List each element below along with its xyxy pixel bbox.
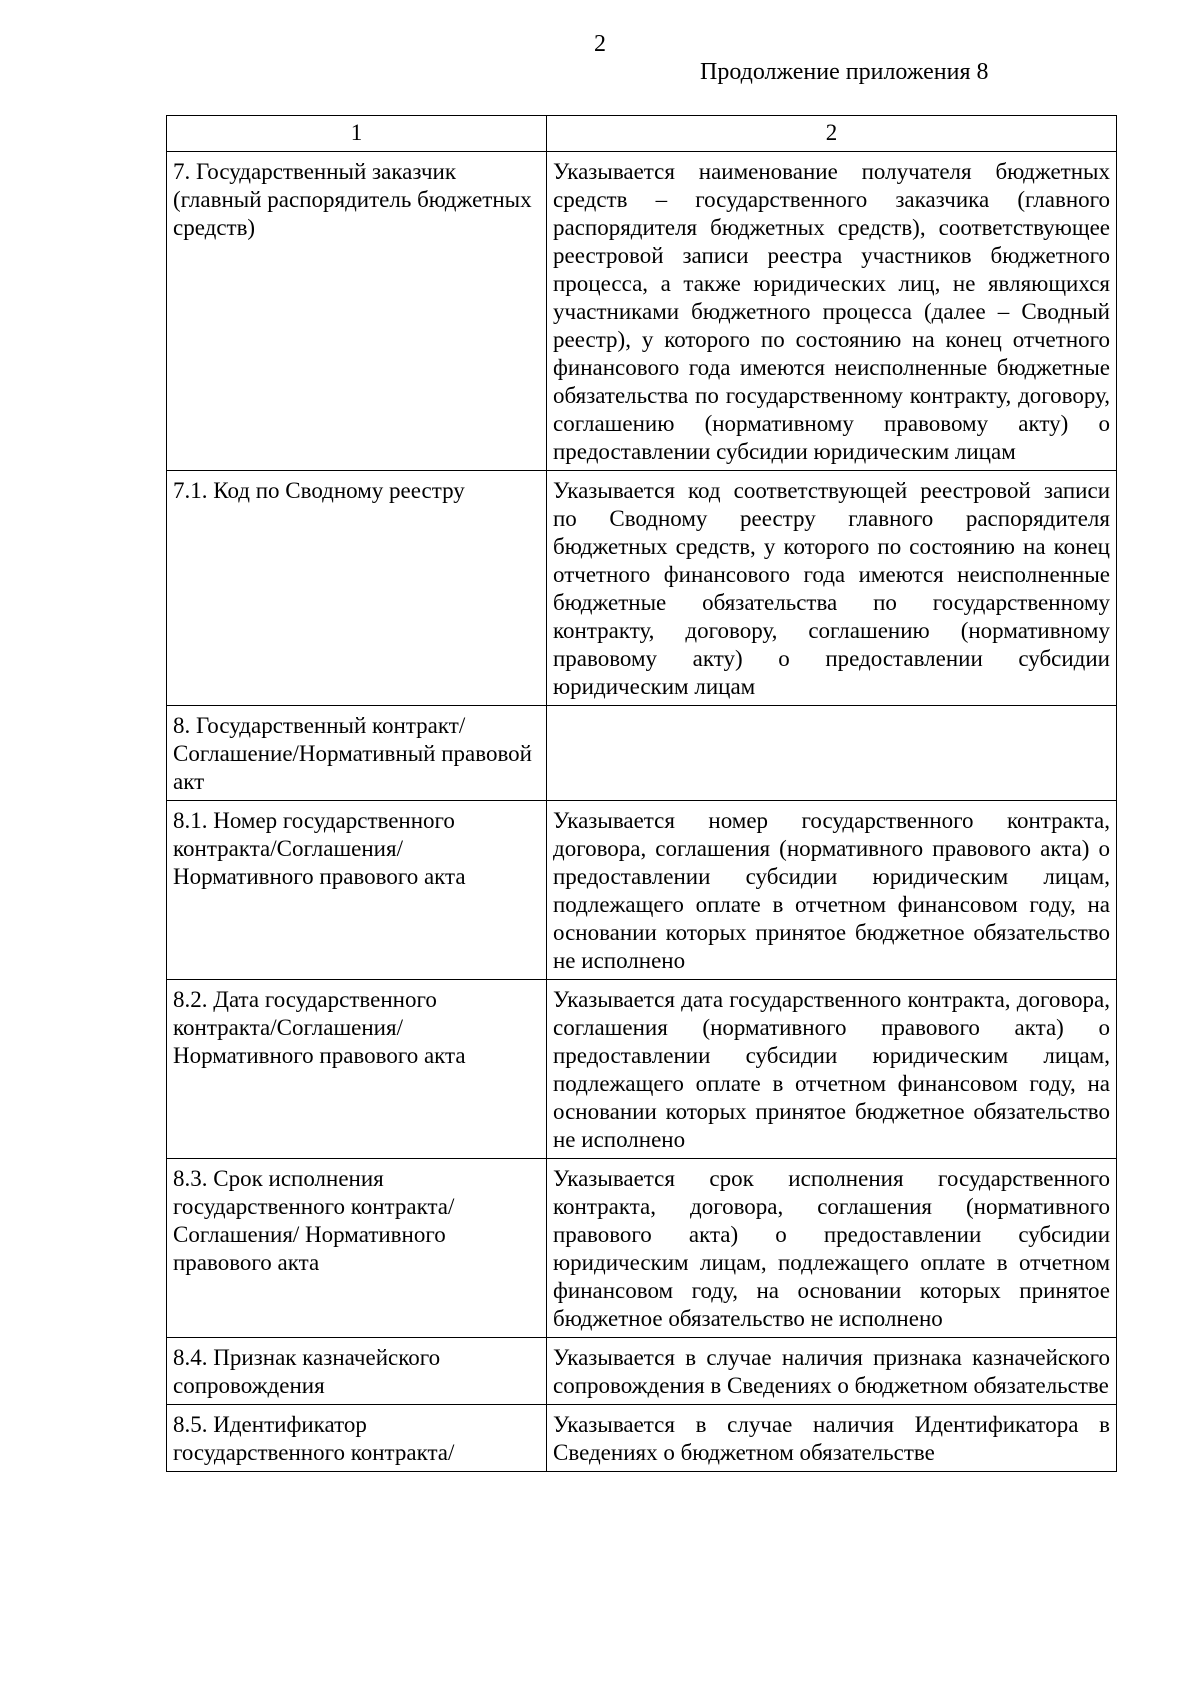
page-number: 2 bbox=[594, 31, 606, 57]
table-row bbox=[167, 706, 1117, 801]
field-name-cell: 8.4. Признак казначейского сопровождения bbox=[167, 1338, 547, 1405]
field-name-cell: 7.1. Код по Сводному реестру bbox=[167, 471, 547, 706]
column-header-2: 2 bbox=[547, 116, 1117, 152]
column-header-1: 1 bbox=[167, 116, 547, 152]
table-row bbox=[167, 980, 1117, 1159]
field-description-cell: Указывается в случае наличия Идентификатора в Сведениях о бюджетном обязательстве bbox=[547, 1405, 1117, 1472]
field-description-cell: Указывается номер государственного контракта, договора, соглашения (нормативного правового акта) о предоставлении субсидии юридическим лицам, подлежащего оплате в отчетном финансовом году, на основании которых принятое бюджетное обязательство не исполнено bbox=[547, 801, 1117, 980]
table-row bbox=[167, 1405, 1117, 1472]
field-name-cell: 8.1. Номер государственного контракта/Соглашения/ Нормативного правового акта bbox=[167, 801, 547, 980]
field-description-cell: Указывается дата государственного контракта, договора, соглашения (нормативного правового акта) о предоставлении субсидии юридическим лицам, подлежащего оплате в отчетном финансовом году, на основании которых принятое бюджетное обязательство не исполнено bbox=[547, 980, 1117, 1159]
continuation-title: Продолжение приложения 8 bbox=[700, 59, 989, 85]
table-row bbox=[167, 1338, 1117, 1405]
field-description-cell: Указывается наименование получателя бюджетных средств – государственного заказчика (главного распорядителя бюджетных средств), соответствующее реестровой записи реестра участников бюджетного процесса, а также юридических лиц, не являющихся участниками бюджетного процесса (далее – Сводный реестр), у которого по состоянию на конец отчетного финансового года имеются неисполненные бюджетные обязательства по государственному контракту, договору, соглашению (нормативному правовому акту) о предоставлении субсидии юридическим лицам bbox=[547, 152, 1117, 471]
fields-table bbox=[166, 115, 1117, 1472]
table-row bbox=[167, 471, 1117, 706]
field-description-cell: Указывается в случае наличия признака казначейского сопровождения в Сведениях о бюджетном обязательстве bbox=[547, 1338, 1117, 1405]
field-description-cell bbox=[547, 706, 1117, 801]
field-name-cell: 8. Государственный контракт/ Соглашение/Нормативный правовой акт bbox=[167, 706, 547, 801]
field-name-cell: 8.2. Дата государственного контракта/Соглашения/ Нормативного правового акта bbox=[167, 980, 547, 1159]
table-header-row bbox=[167, 116, 1117, 152]
field-description-cell: Указывается срок исполнения государственного контракта, договора, соглашения (нормативного правового акта) о предоставлении субсидии юридическим лицам, подлежащего оплате в отчетном финансовом году, на основании которых принятое бюджетное обязательство не исполнено bbox=[547, 1159, 1117, 1338]
field-description-cell: Указывается код соответствующей реестровой записи по Сводному реестру главного распорядителя бюджетных средств, у которого по состоянию на конец отчетного финансового года имеются неисполненные бюджетные обязательства по государственному контракту, договору, соглашению (нормативному правовому акту) о предоставлении субсидии юридическим лицам bbox=[547, 471, 1117, 706]
table-row bbox=[167, 801, 1117, 980]
field-name-cell: 7. Государственный заказчик (главный распорядитель бюджетных средств) bbox=[167, 152, 547, 471]
table-row bbox=[167, 152, 1117, 471]
field-name-cell: 8.3. Срок исполнения государственного контракта/Соглашения/ Нормативного правового акта bbox=[167, 1159, 547, 1338]
field-name-cell: 8.5. Идентификатор государственного контракта/ bbox=[167, 1405, 547, 1472]
table-row bbox=[167, 1159, 1117, 1338]
